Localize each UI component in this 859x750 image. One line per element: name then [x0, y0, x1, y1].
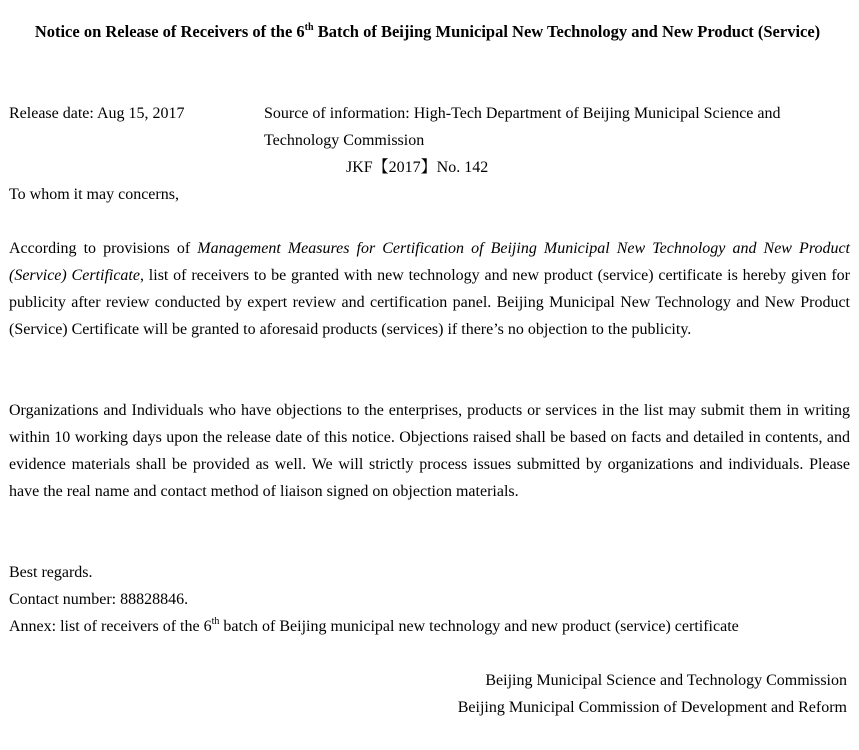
annex-text-end: batch of Beijing municipal new technology and new product (service) certificate [219, 618, 739, 635]
release-date: Release date: Aug 15, 2017 [9, 105, 185, 122]
signatory-science-technology-commission: Beijing Municipal Science and Technology Commission [485, 672, 847, 689]
paragraph-provisions-start: According to provisions of [9, 240, 198, 257]
paragraph-objections: Organizations and Individuals who have objections to the enterprises, products or services in the list may submit them in writing within 10 working days upon the release date of this notice. Objections raised shall be based on facts and detailed in contents, and evidence materials shall be provided as well. We will strictly process issues submitted by organizations and individuals. Please have the real name and contact method of liaison signed on objection materials. [9, 402, 850, 500]
information-source: Source of information: High-Tech Department of Beijing Municipal Science and Technology Commission [264, 105, 781, 149]
regulation-title: Management Measures for Certification of Beijing Municipal New Technology and New Product (Service) Certificate [9, 240, 850, 284]
signatory-development-reform-commission: Beijing Municipal Commission of Development and Reform [457, 699, 847, 716]
document-number: JKF【2017】No. 142 [346, 159, 489, 176]
notice-title [10, 18, 845, 45]
contact-number: Contact number: 88828846. [9, 591, 189, 608]
title-text-end: Batch of Beijing Municipal New Technology and New Product (Service) [313, 22, 821, 41]
paragraph-provisions [9, 235, 850, 343]
salutation: To whom it may concerns, [9, 186, 179, 203]
title-ordinal-suffix: th [304, 21, 314, 33]
annex-ordinal-suffix: th [211, 615, 220, 627]
annex-text-start: Annex: list of receivers of the 6 [9, 618, 212, 635]
annex-line [9, 613, 739, 640]
title-text-start: Notice on Release of Receivers of the 6 [34, 22, 305, 41]
paragraph-provisions-end: , list of receivers to be granted with new technology and new product (service) certificate is hereby given for publicity after review conducted by expert review and certification panel. Beijing Municipal New Technology and New Product (Service) Certificate will be granted to aforesaid products (services) if there’s no objection to the publicity. [9, 267, 850, 338]
closing-regards: Best regards. [9, 564, 93, 581]
